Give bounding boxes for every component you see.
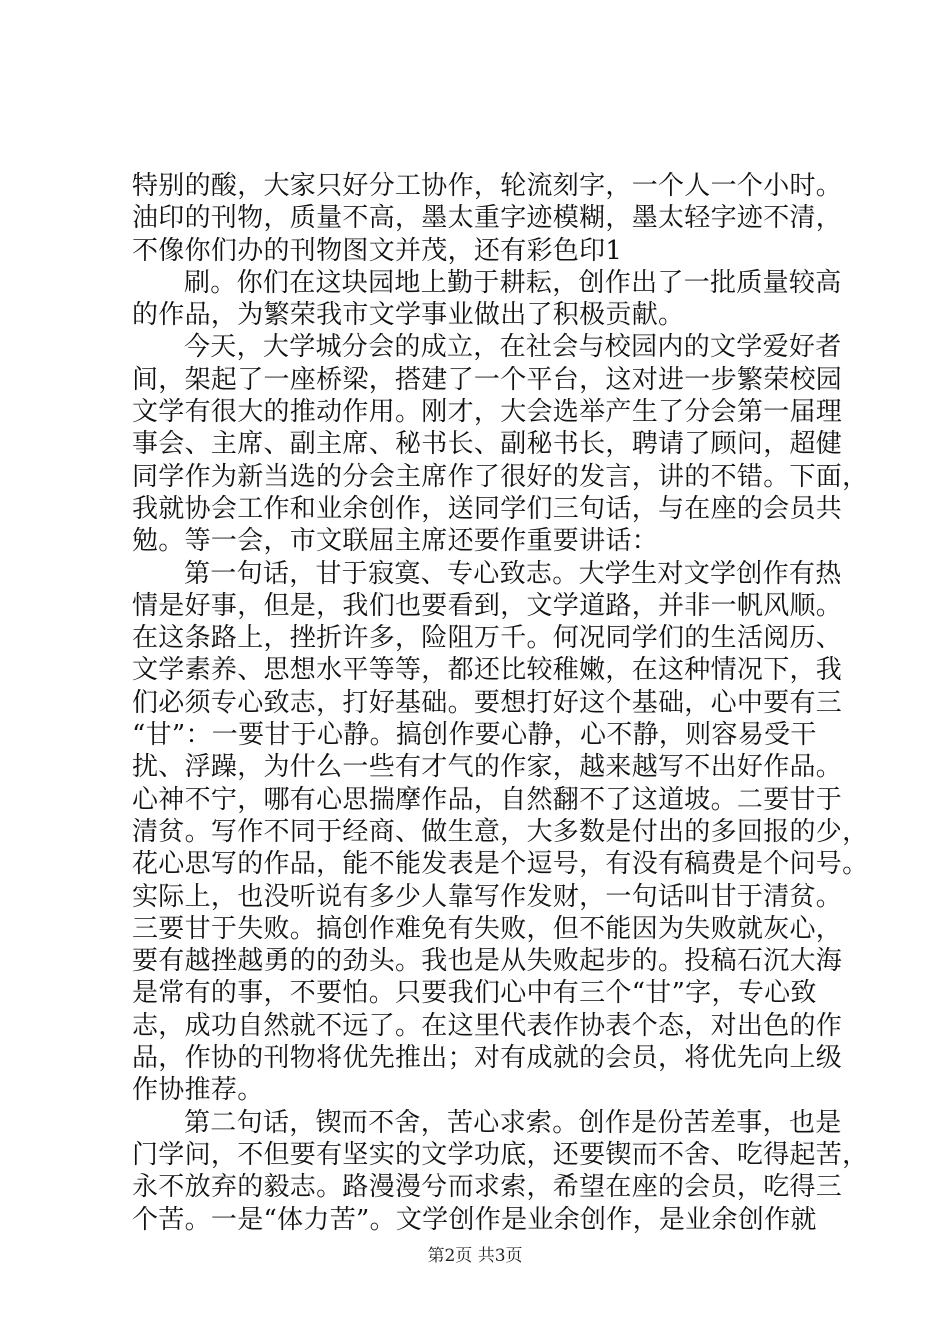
- text-line: 事会、主席、副主席、秘书长、副秘书长，聘请了顾问，超健: [132, 429, 843, 460]
- text-line: 实际上，也没听说有多少人靠写作发财，一句话叫甘于清贫。: [132, 881, 843, 912]
- text-line: 刷。你们在这块园地上勤于耕耘，创作出了一批质量较高: [184, 267, 842, 298]
- text-line: 作协推荐。: [132, 1075, 264, 1106]
- body-text: [132, 170, 869, 1236]
- text-line: 今天，大学城分会的成立，在社会与校园内的文学爱好者: [184, 332, 842, 363]
- text-line: 间，架起了一座桥梁，搭建了一个平台，这对进一步繁荣校园: [132, 364, 843, 395]
- text-line: 门学问，不但要有坚实的文学功底，还要锲而不舍、吃得起苦，: [132, 1139, 869, 1170]
- text-line: 志，成功自然就不远了。在这里代表作协表个态，对出色的作: [132, 1010, 843, 1041]
- text-line: 们必须专心致志，打好基础。要想打好这个基础，心中要有三: [132, 687, 843, 718]
- text-line: 情是好事，但是，我们也要看到，文学道路，并非一帆风顺。: [132, 590, 843, 621]
- text-line: 心神不宁，哪有心思揣摩作品，自然翻不了这道坡。二要甘于: [132, 784, 843, 815]
- text-line: 是常有的事，不要怕。只要我们心中有三个“甘”字，专心致: [132, 978, 817, 1009]
- text-line: “甘”：一要甘于心静。搞创作要心静，心不静，则容易受干: [132, 720, 817, 751]
- text-line: 品，作协的刊物将优先推出；对有成就的会员，将优先向上级: [132, 1043, 843, 1074]
- text-line: 扰、浮躁，为什么一些有才气的作家，越来越写不出好作品。: [132, 752, 843, 783]
- text-line: 永不放弃的毅志。路漫漫兮而求索，希望在座的会员，吃得三: [132, 1172, 843, 1203]
- text-line: 的作品，为繁荣我市文学事业做出了积极贡献。: [132, 300, 685, 331]
- text-line: 个苦。一是“体力苦”。文学创作是业余创作，是业余创作就: [132, 1204, 817, 1235]
- text-line: 第二句话，锲而不舍，苦心求索。创作是份苦差事，也是: [184, 1107, 842, 1138]
- text-line: 同学作为新当选的分会主席作了很好的发言，讲的不错。下面，: [132, 461, 869, 492]
- text-line: 油印的刊物，质量不高，墨太重字迹模糊，墨太轻字迹不清，: [132, 203, 843, 234]
- text-line: 特别的酸，大家只好分工协作，轮流刻字，一个人一个小时。: [132, 171, 843, 201]
- text-line: 三要甘于失败。搞创作难免有失败，但不能因为失败就灰心，: [132, 913, 843, 944]
- text-line: 第一句话，甘于寂寞、专心致志。大学生对文学创作有热: [184, 558, 842, 589]
- text-line: 文学素养、思想水平等等，都还比较稚嫩，在这种情况下，我: [132, 655, 843, 686]
- text-line: 花心思写的作品，能不能发表是个逗号，有没有稿费是个问号。: [132, 849, 869, 880]
- text-line: 在这条路上，挫折许多，险阻万千。何况同学们的生活阅历、: [132, 623, 843, 654]
- text-line: 我就协会工作和业余创作，送同学们三句话，与在座的会员共: [132, 493, 843, 524]
- text-line: 不像你们办的刊物图文并茂，还有彩色印1: [132, 235, 623, 266]
- text-line: 清贫。写作不同于经商、做生意，大多数是付出的多回报的少，: [132, 816, 869, 847]
- text-line: 要有越挫越勇的的劲头。我也是从失败起步的。投稿石沉大海: [132, 946, 843, 977]
- text-line: 文学有很大的推动作用。刚才，大会选举产生了分会第一届理: [132, 397, 843, 428]
- page-footer: 第2页 共3页: [427, 1246, 523, 1266]
- text-line: 勉。等一会，市文联屈主席还要作重要讲话：: [132, 526, 659, 557]
